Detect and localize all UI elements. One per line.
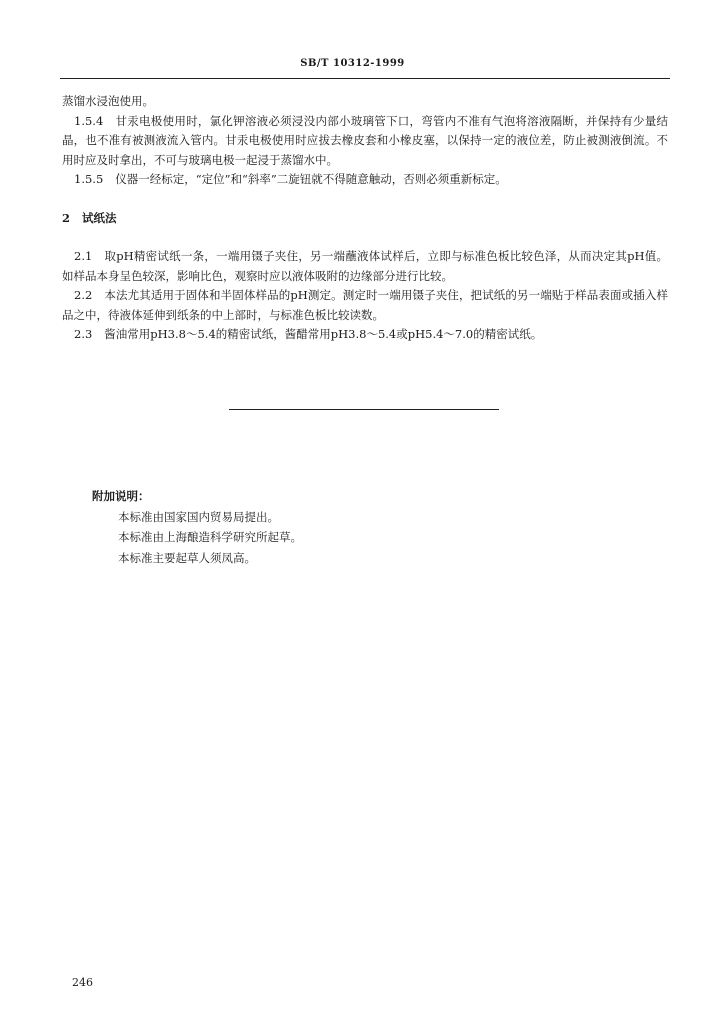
end-of-text-rule — [229, 409, 499, 410]
clause-number: 1.5.5 — [74, 172, 104, 186]
additional-notes — [92, 486, 302, 568]
clause-number: 1.5.4 — [74, 113, 104, 128]
clause-number: 2.1 — [74, 249, 93, 263]
clause-2-1 — [62, 247, 668, 286]
clause-number: 2.3 — [74, 327, 93, 341]
notes-title: 附加说明： — [92, 489, 150, 503]
clause-text: 酱油常用pH3.8～5.4的精密试纸，酱醋常用pH3.8～5.4或pH5.4～7.0的精密试纸。 — [104, 327, 543, 341]
page-number: 246 — [72, 976, 93, 989]
document-body — [62, 92, 668, 345]
note-line: 本标准主要起草人须凤高。 — [118, 550, 256, 565]
clause-text: 取pH精密试纸一条，一端用镊子夹住，另一端蘸液体试样后，立即与标准色板比较色泽，从而决定其pH值。如样品本身呈色较深，影响比色，观察时应以液体吸附的边缘部分进行比较。 — [62, 249, 668, 283]
clause-text: 本法尤其适用于固体和半固体样品的pH测定。测定时一端用镊子夹住，把试纸的另一端贴于样品表面或插入样品之中，待液体延伸到纸条的中上部时，与标准色板比较读数。 — [62, 288, 668, 322]
clause-1-5-4 — [62, 112, 668, 171]
standard-code-header: SB/T 10312-1999 — [300, 58, 405, 69]
note-line: 本标准由国家国内贸易局提出。 — [118, 509, 279, 524]
continuation-paragraph: 蒸馏水浸泡使用。 — [62, 94, 154, 108]
section-title: 试纸法 — [82, 210, 117, 225]
section-number: 2 — [62, 210, 71, 225]
section-2-heading — [62, 209, 668, 229]
clause-2-2 — [62, 286, 668, 325]
header-rule — [60, 78, 670, 79]
clause-2-3 — [62, 325, 668, 345]
note-line: 本标准由上海酿造科学研究所起草。 — [118, 530, 302, 544]
clause-number: 2.2 — [74, 288, 93, 302]
clause-text: 仪器一经标定，“定位”和“斜率”二旋钮就不得随意触动，否则必须重新标定。 — [115, 172, 507, 186]
clause-1-5-5 — [62, 170, 668, 190]
clause-text: 甘汞电极使用时，氯化钾溶液必须浸没内部小玻璃管下口，弯管内不准有气泡将溶液隔断，并保持有少量结晶，也不准有被测液流入管内。甘汞电极使用时应拔去橡皮套和小橡皮塞，以保持一定的液位差，防止被测液倒流。不用时应及时拿出，不可与玻璃电极一起浸于蒸馏水中。 — [62, 113, 668, 167]
